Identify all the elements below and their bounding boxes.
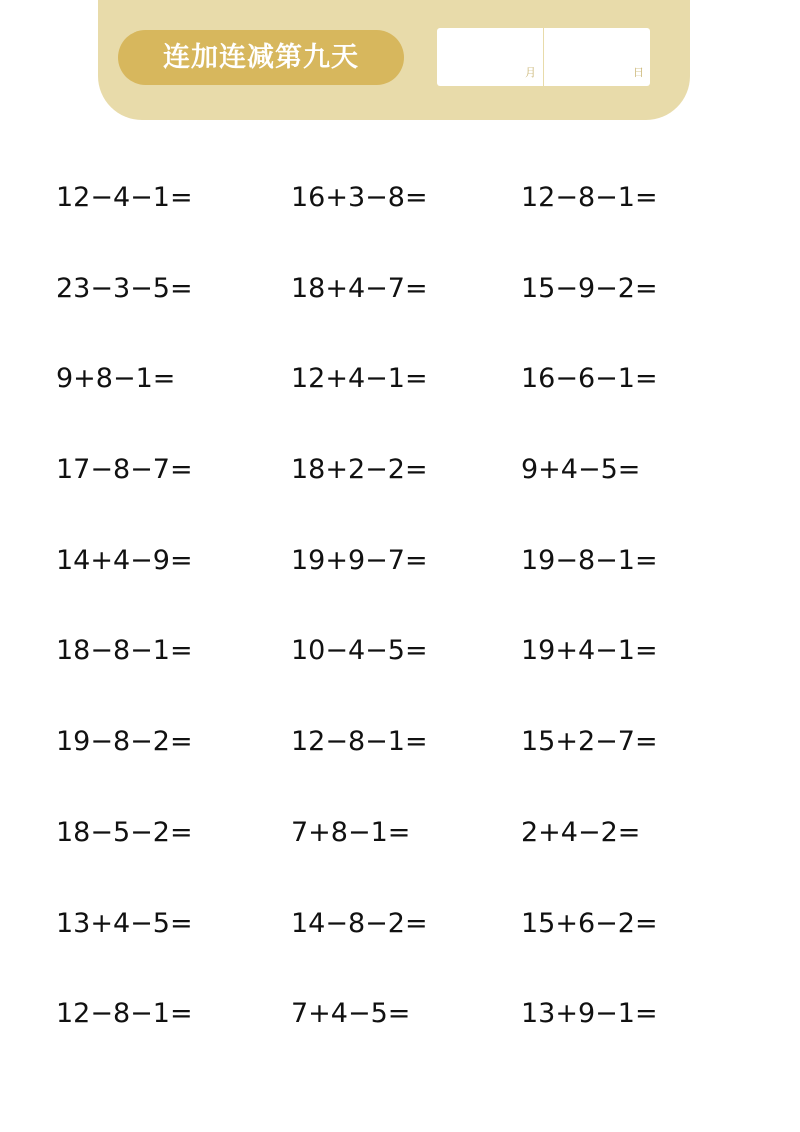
problem-item: 18−8−1= [56, 635, 193, 667]
problem-item: 12−8−1= [56, 998, 193, 1030]
problem-item: 7+8−1= [291, 816, 411, 848]
problem-item: 14+4−9= [56, 544, 193, 576]
problem-item: 19−8−1= [521, 544, 658, 576]
problem-item: 16+3−8= [291, 182, 428, 213]
problem-item: 9+4−5= [521, 454, 641, 486]
problem-item: 12+4−1= [291, 363, 428, 395]
problem-item: 15−9−2= [521, 272, 658, 304]
worksheet-title: 连加连减第九天 [118, 30, 404, 85]
problem-item: 17−8−7= [56, 454, 193, 486]
day-unit-label: 日 [633, 66, 644, 79]
problem-item: 19+9−7= [291, 544, 428, 576]
problem-item: 14−8−2= [291, 907, 428, 939]
problem-grid [56, 170, 756, 1077]
problem-item: 19−8−2= [56, 726, 193, 758]
header-panel [98, 0, 690, 120]
problem-item: 7+4−5= [291, 998, 411, 1030]
problem-item: 16−6−1= [521, 363, 658, 395]
problem-item: 9+8−1= [56, 363, 176, 395]
problem-item: 12−8−1= [521, 182, 658, 213]
problem-item: 18−5−2= [56, 816, 193, 848]
date-field[interactable] [437, 28, 650, 86]
problem-item: 18+4−7= [291, 272, 428, 304]
problem-item: 12−8−1= [291, 726, 428, 758]
problem-item: 13+9−1= [521, 998, 658, 1030]
problem-item: 18+2−2= [291, 454, 428, 486]
problem-item: 13+4−5= [56, 907, 193, 939]
problem-item: 15+6−2= [521, 907, 658, 939]
problem-item: 12−4−1= [56, 182, 193, 213]
problem-item: 19+4−1= [521, 635, 658, 667]
problem-item: 2+4−2= [521, 816, 641, 848]
problem-item: 10−4−5= [291, 635, 428, 667]
month-unit-label: 月 [525, 66, 536, 79]
problem-item: 15+2−7= [521, 726, 658, 758]
date-divider [543, 28, 544, 86]
problem-item: 23−3−5= [56, 272, 193, 304]
